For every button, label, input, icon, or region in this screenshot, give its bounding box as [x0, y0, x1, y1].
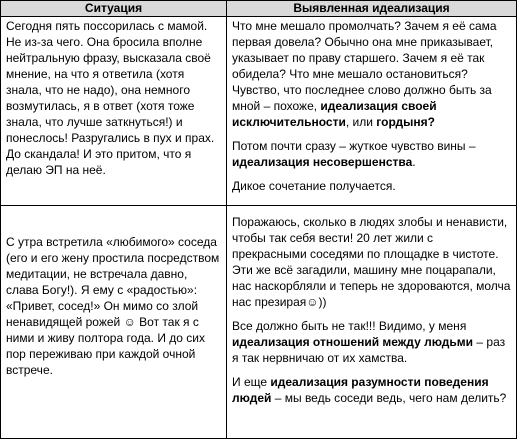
paragraph-text: , или	[345, 115, 377, 129]
situation-cell	[1, 206, 227, 439]
paragraph-text: Все должно быть не так!!! Видимо, у меня	[232, 319, 467, 333]
idealization-highlight: идеализация несовершенства	[232, 155, 413, 169]
paragraph-text: Потом почти сразу – жуткое чувство вины –	[232, 139, 476, 153]
idealization-highlight: идеализация отношений между людьми	[232, 335, 474, 349]
situation-text: С утра встретила «любимого» соседа (его и его жену простила посредством медитации, не встречала давно, слава Богу!). Я ему с «радостью»: «Привет, сосед!» Он мимо со злой ненавидящей рожей ☺ Вот так я с ними и живу полтора года. И до сих пор переживаю при каждой очной встрече.	[6, 235, 220, 377]
idealization-paragraph: Дикое сочетание получается.	[232, 179, 396, 193]
header-idealization: Выявленная идеализация	[227, 1, 517, 17]
idealization-cell	[227, 206, 517, 439]
paragraph-text: .	[412, 155, 416, 169]
idealization-paragraph	[232, 374, 511, 406]
idealization-highlight: гордыня?	[376, 115, 435, 129]
situation-text: Сегодня пять поссорилась с мамой. Не из-за чего. Она бросила вполне нейтральную фразу, высказала своё мнение, на что я ответила (хотя знала, что не надо), она немного возмутилась, я в ответ (хотя тоже знала, что лучше заткнуться!) и понеслось! Разругались в пух и прах. До скандала! И это притом, что я делаю ЭП на неё.	[6, 19, 215, 177]
idealization-paragraph: Поражаюсь, сколько в людях злобы и ненависти, чтобы так себя вести! 20 лет жили с прекрасными соседями по площадке в чистоте. Эти же всё загадили, машину мне поцарапали, нас наскорбляли и теперь не здороваются, молча нас презирая☺))	[232, 215, 511, 309]
idealization-paragraph	[232, 318, 511, 366]
paragraph-text: Что мне мешало промолчать? Зачем я её сама первая довела? Обычно она мне приказывает, указывает по праву старшего. Зачем я её так обидела? Что мне мешало остановиться? Чувство, что последнее слово должно быть за мной – похоже,	[232, 19, 497, 113]
idealization-highlight: идеализация разумности поведения людей	[232, 375, 489, 405]
idealization-paragraph	[232, 18, 511, 130]
table-row	[1, 206, 517, 439]
paragraph-text: – раз я так нервничаю от их хамства.	[232, 335, 506, 365]
idealization-cell	[227, 17, 517, 206]
idealization-paragraph	[232, 138, 511, 170]
paragraph-text: – мы ведь соседи ведь, чего нам делить?	[271, 391, 507, 405]
table-row	[1, 17, 517, 206]
header-row	[1, 1, 517, 17]
header-situation: Ситуация	[1, 1, 227, 17]
situation-cell	[1, 17, 227, 206]
paragraph-text: И еще	[232, 375, 271, 389]
idealization-highlight: идеализация своей исключительности	[232, 99, 437, 129]
